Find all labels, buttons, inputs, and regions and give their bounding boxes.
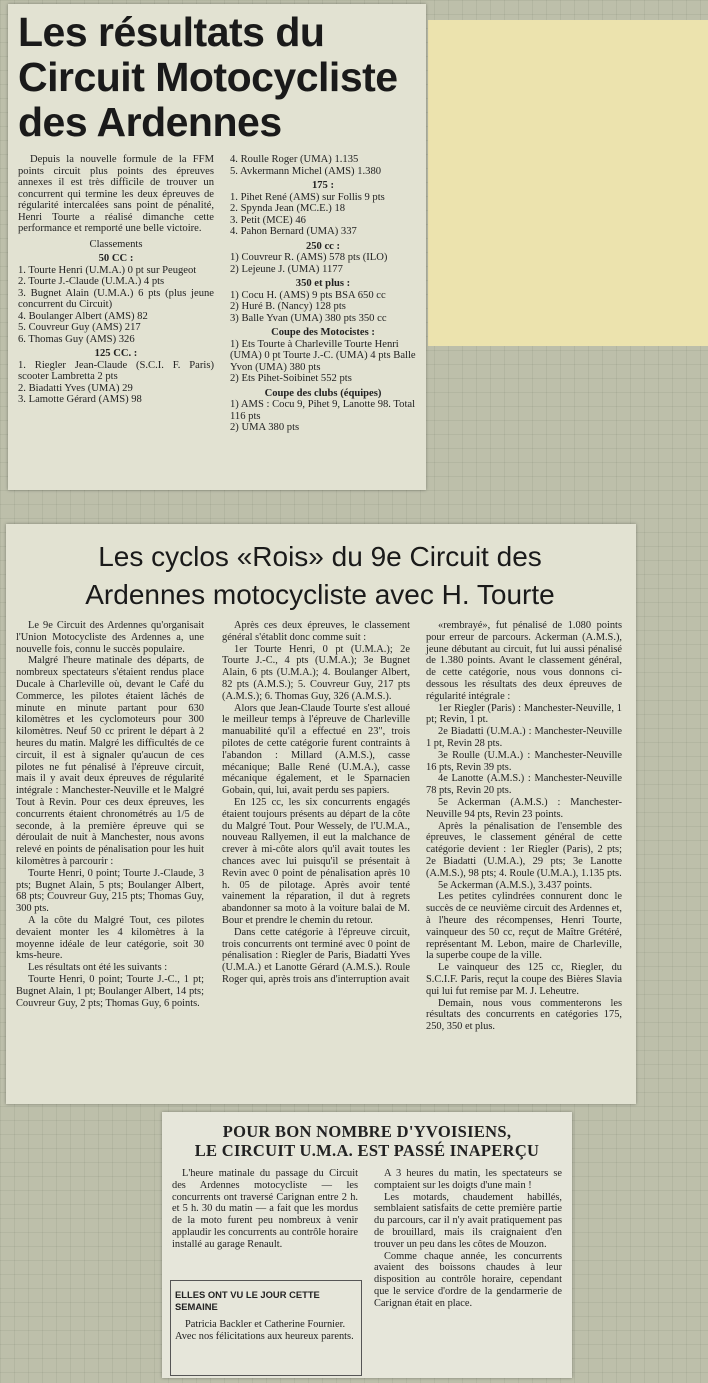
births-text: Patricia Backler et Catherine Fournier. Avec nos félicitations aux heureux parents. <box>175 1319 354 1342</box>
result-line: 3. Petit (MCE) 46 <box>230 214 306 226</box>
clipping-1-intro: Depuis la nouvelle formule de la FFM points circuit plus points des épreuves annexes il est très difficile de trouver un concurrent qui termine les deux épreuves de régularité intercalées sans point de pénalité, Henri Tourte a réalisé dimanche cette performance et remporté une belle victoire. <box>18 154 214 234</box>
births-heading: ELLES ONT VU LE JOUR CETTE SEMAINE <box>175 1289 320 1312</box>
result-line: 350 et plus : <box>295 278 351 289</box>
article-paragraph: Après ces deux épreuves, le classement général s'établit donc comme suit : <box>222 620 410 643</box>
article-paragraph: Alors que Jean-Claude Tourte s'est alloué le meilleur temps à l'épreuve de Charleville manuabilité qu'il a effectué en 23", trois pilotes de cette catégorie furent contraints à l'abandon : Millard (A.M.S.), casse mécanique; Balle René (U.M.A.), casse mécanique également, et le Sparnacien Gobain, qui, lui, avait perdu ses papiers. <box>222 702 410 797</box>
article-paragraph: 5e Ackerman (A.M.S.), 3.437 points. <box>438 879 593 891</box>
result-line: 3) Balle Yvan (UMA) 380 pts 350 cc <box>230 312 387 324</box>
result-line: 2) Lejeune J. (UMA) 1177 <box>230 263 343 275</box>
article-paragraph: 3e Roulle (U.M.A.) : Manchester-Neuville 16 pts, Revin 39 pts. <box>426 749 622 773</box>
clipping-2-headline <box>14 538 626 614</box>
article-paragraph: A la côte du Malgré Tout, ces pilotes devaient monter les 4 kilomètres à la moyenne idéale de leur catégorie, soit 30 kms-heure. <box>16 914 204 962</box>
result-line: Coupe des clubs (équipes) <box>264 387 382 399</box>
headline-line-2: LE CIRCUIT U.M.A. EST PASSÉ INAPERÇU <box>194 1141 540 1160</box>
results-list-left <box>18 253 214 406</box>
result-line: 2) Huré B. (Nancy) 128 pts <box>230 301 346 312</box>
clipping-3-right-column <box>374 1168 562 1310</box>
article-paragraph: Malgré l'heure matinale des départs, de nombreux spectateurs s'étaient rendus place Ducale à Charleville où, devant le Café du Commerce, les pilotes étaient lâchés de minute en minute partant pour 630 kilomètres et les cyclomoteurs pour 300 kilomètres. Neuf 50 cc prirent le départ à 2 heures du matin. Malgré les difficultés de ce circuit, il est à signaler qu'aucun de ces pilotes ne fut pénalisé à l'épreuve circuit, mais il y avait deux épreuves de régularité intégrale : Manchester-Neuville et le Malgré Tout à Revin. Pour ces deux épreuves, les concurrents étaient chronométrés au 1/5 de seconde, à la première épreuve qui se déroulait de nuit à Manchester, nous avons relevé en points de pénalisation pour les huit kilomètres à parcourir : <box>16 655 204 867</box>
result-line: 1. Riegler Jean-Claude (S.C.I. F. Paris) scooter Lambretta 2 pts <box>18 359 214 382</box>
headline-line-1: Les cyclos «Rois» du 9e Circuit des <box>98 541 542 572</box>
result-line: 1) AMS : Cocu 9, Pihet 9, Lanotte 98. Total 116 pts <box>230 399 416 422</box>
result-line: 2) UMA 380 pts <box>230 422 300 433</box>
article-paragraph: Tourte Henri, 0 point; Tourte J.-C., 1 pt; Bugnet Alain, 1 pt; Boulanger Albert, 14 pts; Couvreur Guy, 2 pts; Thomas Guy, 6 points. <box>16 973 204 1009</box>
result-line: 5. Avkermann Michel (AMS) 1.380 <box>230 165 382 177</box>
article-paragraph: Les résultats ont été les suivants : <box>28 962 168 974</box>
article-column-3 <box>426 620 622 1033</box>
result-line: 3. Bugnet Alain (U.M.A.) 6 pts (plus jeune concurrent du Circuit) <box>18 287 214 310</box>
result-line: 1. Pihet René (AMS) sur Follis 9 pts <box>230 191 385 203</box>
result-line: 4. Roulle Roger (UMA) 1.135 <box>230 154 359 165</box>
results-list-right <box>230 154 416 434</box>
article-paragraph: 1er Tourte Henri, 0 pt (U.M.A.); 2e Tourte J.-C., 4 pts (U.M.A.); 3e Bugnet Alain, 6 pts (U.M.A.); 4. Boulanger Albert, 82 pts (A.M.S.); 5. Couvreur Guy, 217 pts (A.M.S.); 6. Thomas Guy, 326 (A.M.S.). <box>222 643 410 702</box>
result-line: 5. Couvreur Guy (AMS) 217 <box>18 322 141 333</box>
passage-paragraph: L'heure matinale du passage du Circuit des Ardennes motocycliste — les concurrents ont traversé Carignan entre 2 h. et 5 h. 30 du matin — a fait que les mordus de la moto furent peu nombreux à venir applaudir les concurrents au contrôle horaire installé au garage Renault. <box>172 1168 358 1250</box>
article-column-2 <box>222 620 410 986</box>
result-line: 2) Ets Pihet-Soibinet 552 pts <box>230 373 352 384</box>
article-paragraph: Le 9e Circuit des Ardennes qu'organisait l'Union Motocycliste des Ardennes a, une nouvelle fois, connu le succès populaire. <box>16 620 204 655</box>
article-paragraph: Comme chaque année, les concurrents avaient des boissons chaudes à leur disposition au contrôle horaire, cependant que le service d'ordre de la gendarmerie de Carignan était en place. <box>374 1250 562 1309</box>
result-line: 1) Cocu H. (AMS) 9 pts BSA 650 cc <box>230 289 386 301</box>
result-line: Coupe des Motocistes : <box>271 327 375 338</box>
result-line: 6. Thomas Guy (AMS) 326 <box>18 333 135 345</box>
result-line: 4. Boulanger Albert (AMS) 82 <box>18 310 148 322</box>
clipping-1-left-column <box>18 154 214 406</box>
result-line: 50 CC : <box>98 253 134 264</box>
result-line: 1) Ets Tourte à Charleville Tourte Henri (UMA) 0 pt Tourte J.-C. (UMA) 4 pts Balle Yvon (UMA) 380 pts <box>230 338 416 373</box>
article-paragraph: 5e Ackerman (A.M.S.) : Manchester-Neuville 94 pts, Revin 23 points. <box>426 796 622 820</box>
clipping-3-left-column <box>172 1168 358 1251</box>
clipping-yvoisiens <box>162 1112 572 1378</box>
article-paragraph: Après la pénalisation de l'ensemble des épreuves, le classement général de cette catégorie devient : 1er Riegler (Paris), 2 pts; 2e Biadatti (U.M.A.), 29 pts; 3e Lanotte (A.M.S.), 98 pts; 4. Roule (U.M.A.), 1.135 pts. <box>426 820 622 879</box>
article-column-1 <box>16 620 204 1009</box>
result-line: 1. Tourte Henri (U.M.A.) 0 pt sur Peugeot <box>18 264 197 276</box>
headline-line-1: POUR BON NOMBRE D'YVOISIENS, <box>222 1122 512 1141</box>
yellow-paper-patch <box>428 20 708 346</box>
births-box <box>170 1280 362 1376</box>
result-line: 4. Pahon Bernard (UMA) 337 <box>230 226 357 237</box>
article-paragraph: 4e Lanotte (A.M.S.) : Manchester-Neuville 78 pts, Revin 20 pts. <box>426 773 622 797</box>
result-line: 2. Spynda Jean (MC.E.) 18 <box>230 203 346 214</box>
article-paragraph: En 125 cc, les six concurrents engagés étaient toujours présents au départ de la côte du Malgré Tout. Pour Wessely, de l'U.M.A., nouveau Rallyemen, il eut la malchance de crever à mi-côte alors qu'il avait toutes les chances avec lui puisqu'il se présentait à Revin avec 0 point de pénalisation après 10 h. 05 de pilotage. Après avoir tenté vainement la réparation, il dut à regrets abandonner sa moto à la voiture balai de M. Bour et prendre le chemin du retour. <box>222 796 410 926</box>
clipping-1-right-column <box>230 154 416 434</box>
result-line: 125 CC. : <box>94 348 138 359</box>
clipping-results <box>8 4 426 490</box>
clipping-3-headline <box>168 1122 566 1160</box>
result-line: 250 cc : <box>305 240 341 252</box>
article-paragraph: 1er Riegler (Paris) : Manchester-Neuville, 1 pt; Revin, 1 pt. <box>426 702 622 726</box>
article-paragraph: Dans cette catégorie à l'épreuve circuit, trois concurrents ont terminé avec 0 point de pénalisation : Riegler de Paris, Biadatti Yves (U.M.A.) et Lanotte Gérard (A.M.S.). Roule Roger qui, après trois ans d'interruption avait <box>222 926 410 985</box>
result-line: 1) Couvreur R. (AMS) 578 pts (ILO) <box>230 252 388 263</box>
article-paragraph: Demain, nous vous commenterons les résultats des concurrents en catégories 175, 250, 350 et plus. <box>426 997 622 1033</box>
article-paragraph: Les motards, chaudement habillés, semblaient satisfaits de cette première partie du parcours, car il n'y avait pratiquement pas de brouillard, mais ils craignaient d'en trouver un peu dans les côtes de Mouzon. <box>374 1191 562 1250</box>
result-line: 3. Lamotte Gérard (AMS) 98 <box>18 394 142 405</box>
article-paragraph: A 3 heures du matin, les spectateurs se comptaient sur les doigts d'une main ! <box>374 1168 562 1191</box>
result-line: 175 : <box>311 180 335 191</box>
article-paragraph: «rembrayé», fut pénalisé de 1.080 points pour erreur de parcours. Ackerman (A.M.S.), jeune débutant au circuit, fut lui aussi pénalisé de 1.380 points. Avant le classement général, de cette catégorie, nous vous donnons ci-dessous les résultats des deux épreuves de régularité intégrale : <box>426 620 622 702</box>
article-paragraph: Le vainqueur des 125 cc, Riegler, du S.C.I.F. Paris, reçut la coupe des Bières Slavia qui lui fut remise par M. J. Leheutre. <box>426 962 622 997</box>
result-line: 2. Tourte J.-Claude (U.M.A.) 4 pts <box>18 276 165 287</box>
article-paragraph: Les petites cylindrées connurent donc le succès de ce neuvième circuit des Ardennes et, à l'heure des récompenses, Henri Tourte, vainqueur des 50 cc, reçut de Maître Grétéré, représentant M. Lebon, maire de Charleville, la superbe coupe de la ville. <box>426 891 622 962</box>
result-line: 2. Biadatti Yves (UMA) 29 <box>18 382 133 394</box>
clipping-cyclos <box>6 524 636 1104</box>
headline-line-2: Ardennes motocycliste avec H. Tourte <box>85 579 555 610</box>
article-paragraph: 2e Biadatti (U.M.A.) : Manchester-Neuville 1 pt, Revin 28 pts. <box>426 726 622 749</box>
article-paragraph: Tourte Henri, 0 point; Tourte J.-Claude, 3 pts; Bugnet Alain, 5 pts; Boulanger Albert, 68 pts; Couvreur Guy, 215 pts; Thomas Guy, 300 pts. <box>16 867 204 915</box>
clipping-1-headline: Les résultats du Circuit Motocycliste des Ardennes <box>18 9 398 145</box>
classements-heading: Classements <box>89 238 143 250</box>
